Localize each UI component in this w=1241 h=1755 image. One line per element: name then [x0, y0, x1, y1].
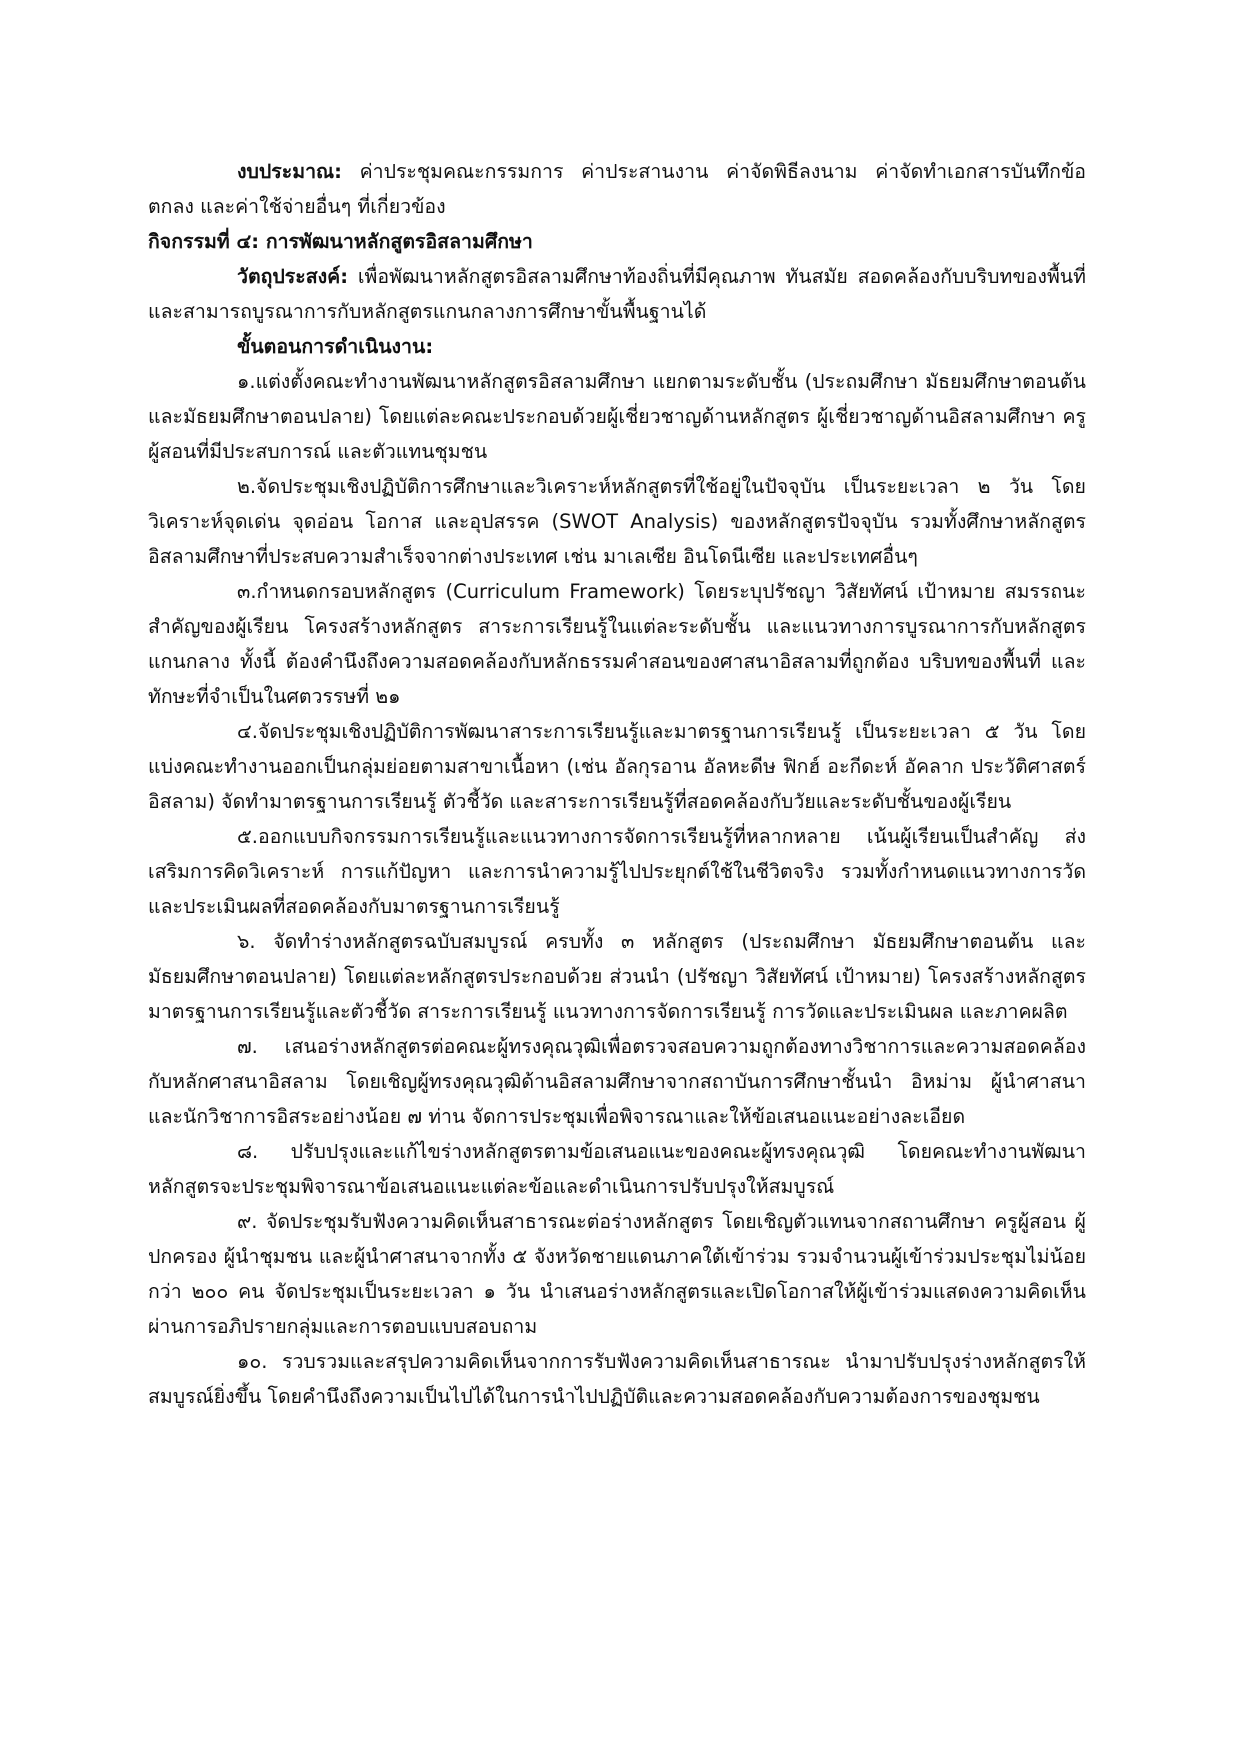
budget-text: ค่าประชุมคณะกรรมการ ค่าประสานงาน ค่าจัดพิธีลงนาม ค่าจัดทำเอกสารบันทึกข้อตกลง และค่าใช้จ่ายอื่นๆ ที่เกี่ยวข้อง — [148, 160, 1086, 218]
step-7: ๗. เสนอร่างหลักสูตรต่อคณะผู้ทรงคุณวุฒิเพื่อตรวจสอบความถูกต้องทางวิชาการและความสอดคล้องกับหลักศาสนาอิสลาม โดยเชิญผู้ทรงคุณวุฒิด้านอิสลามศึกษาจากสถาบันการศึกษาชั้นนำ อิหม่าม ผู้นำศาสนา และนักวิชาการอิสระอย่างน้อย ๗ ท่าน จัดการประชุมเพื่อพิจารณาและให้ข้อเสนอแนะอย่างละเอียด — [148, 1035, 1086, 1128]
step-8: ๘. ปรับปรุงและแก้ไขร่างหลักสูตรตามข้อเสนอแนะของคณะผู้ทรงคุณวุฒิ โดยคณะทำงานพัฒนาหลักสูตรจะประชุมพิจารณาข้อเสนอแนะแต่ละข้อและดำเนินการปรับปรุงให้สมบูรณ์ — [148, 1140, 1086, 1198]
objective-paragraph — [148, 259, 1086, 329]
step-4: ๔.จัดประชุมเชิงปฏิบัติการพัฒนาสาระการเรียนรู้และมาตรฐานการเรียนรู้ เป็นระยะเวลา ๕ วัน โดยแบ่งคณะทำงานออกเป็นกลุ่มย่อยตามสาขาเนื้อหา (เช่น อัลกุรอาน อัลหะดีษ ฟิกฮ์ อะกีดะห์ อัคลาก ประวัติศาสตร์อิสลาม) จัดทำมาตรฐานการเรียนรู้ ตัวชี้วัด และสาระการเรียนรู้ที่สอดคล้องกับวัยและระดับชั้นของผู้เรียน — [148, 720, 1086, 813]
objective-label: วัตถุประสงค์: — [237, 265, 349, 288]
step-3: ๓.กำหนดกรอบหลักสูตร (Curriculum Framework) โดยระบุปรัชญา วิสัยทัศน์ เป้าหมาย สมรรถนะสำคัญของผู้เรียน โครงสร้างหลักสูตร สาระการเรียนรู้ในแต่ละระดับชั้น และแนวทางการบูรณาการกับหลักสูตรแกนกลาง ทั้งนี้ ต้องคำนึงถึงความสอดคล้องกับหลักธรรมคำสอนของศาสนาอิสลามที่ถูกต้อง บริบทของพื้นที่ และทักษะที่จำเป็นในศตวรรษที่ ๒๑ — [148, 580, 1086, 708]
step-1: ๑.แต่งตั้งคณะทำงานพัฒนาหลักสูตรอิสลามศึกษา แยกตามระดับชั้น (ประถมศึกษา มัธยมศึกษาตอนต้น และมัธยมศึกษาตอนปลาย) โดยแต่ละคณะประกอบด้วยผู้เชี่ยวชาญด้านหลักสูตร ผู้เชี่ยวชาญด้านอิสลามศึกษา ครูผู้สอนที่มีประสบการณ์ และตัวแทนชุมชน — [148, 370, 1086, 463]
activity-heading: กิจกรรมที่ ๔: การพัฒนาหลักสูตรอิสลามศึกษา — [148, 230, 533, 253]
step-9: ๙. จัดประชุมรับฟังความคิดเห็นสาธารณะต่อร่างหลักสูตร โดยเชิญตัวแทนจากสถานศึกษา ครูผู้สอน ผู้ปกครอง ผู้นำชุมชน และผู้นำศาสนาจากทั้ง ๕ จังหวัดชายแดนภาคใต้เข้าร่วม รวมจำนวนผู้เข้าร่วมประชุมไม่น้อยกว่า ๒๐๐ คน จัดประชุมเป็นระยะเวลา ๑ วัน นำเสนอร่างหลักสูตรและเปิดโอกาสให้ผู้เข้าร่วมแสดงความคิดเห็นผ่านการอภิปรายกลุ่มและการตอบแบบสอบถาม — [148, 1210, 1086, 1338]
objective-text: เพื่อพัฒนาหลักสูตรอิสลามศึกษาท้องถิ่นที่มีคุณภาพ ทันสมัย สอดคล้องกับบริบทของพื้นที่ และสามารถบูรณาการกับหลักสูตรแกนกลางการศึกษาขั้นพื้นฐานได้ — [148, 265, 1086, 323]
document-page — [148, 154, 1086, 1414]
step-10: ๑๐. รวบรวมและสรุปความคิดเห็นจากการรับฟังความคิดเห็นสาธารณะ นำมาปรับปรุงร่างหลักสูตรให้สมบูรณ์ยิ่งขึ้น โดยคำนึงถึงความเป็นไปได้ในการนำไปปฏิบัติและความสอดคล้องกับความต้องการของชุมชน — [148, 1350, 1086, 1408]
step-6: ๖. จัดทำร่างหลักสูตรฉบับสมบูรณ์ ครบทั้ง ๓ หลักสูตร (ประถมศึกษา มัธยมศึกษาตอนต้น และมัธยมศึกษาตอนปลาย) โดยแต่ละหลักสูตรประกอบด้วย ส่วนนำ (ปรัชญา วิสัยทัศน์ เป้าหมาย) โครงสร้างหลักสูตร มาตรฐานการเรียนรู้และตัวชี้วัด สาระการเรียนรู้ แนวทางการจัดการเรียนรู้ การวัดและประเมินผล และภาคผลิต — [148, 930, 1086, 1023]
steps-heading: ขั้นตอนการดำเนินงาน: — [237, 335, 434, 358]
step-5: ๕.ออกแบบกิจกรรมการเรียนรู้และแนวทางการจัดการเรียนรู้ที่หลากหลาย เน้นผู้เรียนเป็นสำคัญ ส่งเสริมการคิดวิเคราะห์ การแก้ปัญหา และการนำความรู้ไปประยุกต์ใช้ในชีวิตจริง รวมทั้งกำหนดแนวทางการวัดและประเมินผลที่สอดคล้องกับมาตรฐานการเรียนรู้ — [148, 825, 1086, 918]
budget-label: งบประมาณ: — [237, 160, 342, 183]
budget-paragraph — [148, 154, 1086, 224]
step-2: ๒.จัดประชุมเชิงปฏิบัติการศึกษาและวิเคราะห์หลักสูตรที่ใช้อยู่ในปัจจุบัน เป็นระยะเวลา ๒ วัน โดยวิเคราะห์จุดเด่น จุดอ่อน โอกาส และอุปสรรค (SWOT Analysis) ของหลักสูตรปัจจุบัน รวมทั้งศึกษาหลักสูตรอิสลามศึกษาที่ประสบความสำเร็จจากต่างประเทศ เช่น มาเลเซีย อินโดนีเซีย และประเทศอื่นๆ — [148, 475, 1086, 568]
